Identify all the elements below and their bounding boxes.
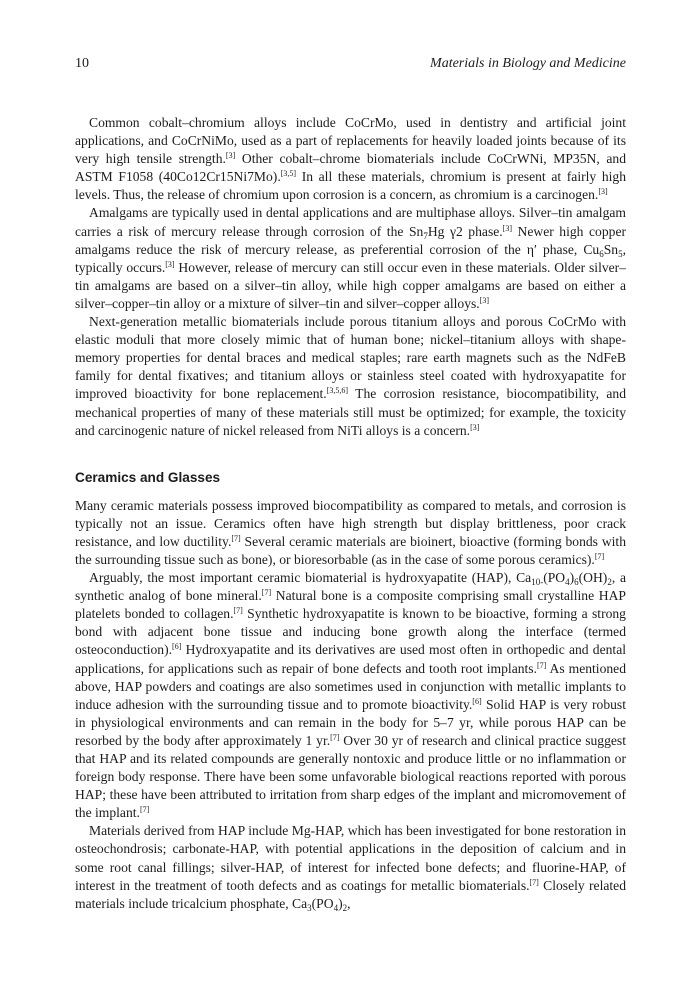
page-body bbox=[75, 114, 626, 913]
text-run: Hg γ2 phase. bbox=[427, 223, 503, 239]
text-run: Closely related materials include tricalcium phosphate, Ca bbox=[75, 877, 626, 911]
citation-marker: [7] bbox=[594, 551, 605, 561]
page-number: 10 bbox=[75, 56, 89, 71]
text-run: Materials derived from HAP include Mg-HAP, which has been investigated for bone restoration in osteochondrosis; carbonate-HAP, with potential applications in the deposition of calcium and in some root canal fillings; silver-HAP, of interest for infected bone defects; and fluorine-HAP, of interest in the treatment of tooth defects and as coatings for metallic biomaterials. bbox=[75, 823, 626, 893]
paragraph bbox=[75, 822, 626, 912]
subscript: 6 bbox=[574, 577, 579, 588]
running-title: Materials in Biology and Medicine bbox=[430, 56, 626, 71]
citation-marker: [7] bbox=[233, 606, 243, 616]
text-run: Many ceramic materials possess improved biocompatibility as compared to metals, and corrosion is typically not an issue. Ceramics often have high strength but display brittleness, poor crack resistance, and low ductility. bbox=[75, 497, 626, 549]
paragraph bbox=[75, 204, 626, 313]
text-run: Common cobalt–chromium alloys include CoCrMo, used in dentistry and artificial joint applications, and CoCrNiMo, used as a part of replacements for heavily loaded joints because of its very high tensile strength. bbox=[75, 115, 626, 167]
text-run: Newer high copper amalgams reduce the risk of mercury release, as preferential corrosion of the η′ phase, Cu bbox=[75, 223, 627, 257]
citation-marker: [3] bbox=[598, 187, 608, 197]
text-run: Hydroxyapatite and its derivatives are used most often in orthopedic and dental applications, for applications such as repair of bone defects and tooth root implants. bbox=[75, 642, 626, 676]
citation-marker: [7] bbox=[330, 732, 340, 742]
text-run: (PO bbox=[311, 895, 334, 911]
text-run: , a synthetic analog of bone mineral. bbox=[75, 570, 626, 604]
citation-marker: [3,5,6] bbox=[326, 386, 349, 396]
subscript: 4 bbox=[333, 902, 339, 913]
citation-marker: [6] bbox=[472, 696, 482, 706]
text-run: (OH) bbox=[578, 570, 608, 586]
citation-marker: [3] bbox=[502, 223, 512, 233]
subscript: 5 bbox=[618, 248, 623, 259]
citation-marker: [7] bbox=[261, 588, 272, 598]
citation-marker: [7] bbox=[231, 533, 241, 543]
text-run: Other cobalt–chrome biomaterials include CoCrWNi, MP35N, and ASTM F1058 (40Co12Cr15Ni7Mo). bbox=[75, 151, 626, 185]
subscript: 6 bbox=[599, 248, 604, 259]
text-run: As mentioned above, HAP powders and coatings are also sometimes used in conjunction with metallic implants to induce adhesion with the surrounding tissue and to promote bioactivity. bbox=[75, 660, 627, 712]
text-run: , typically occurs. bbox=[75, 241, 626, 275]
citation-marker: [3] bbox=[479, 295, 490, 305]
subscript: 7 bbox=[423, 230, 428, 241]
text-run: Natural bone is a composite comprising small crystalline HAP platelets bonded to collagen. bbox=[75, 588, 626, 622]
text-run: The corrosion resistance, biocompatibility, and mechanical properties of many of these materials still must be optimized; for example, the toxicity and carcinogenic nature of nickel released from NiTi alloys is a concern. bbox=[75, 386, 627, 438]
text-run: Several ceramic materials are bioinert, bioactive (forming bonds with the surrounding tissue such as bone), or bioresorbable (as in the case of some porous ceramics). bbox=[75, 533, 626, 567]
text-run: Solid HAP is very robust in physiological environments and can remain in the body for 5–7 yr, while porous HAP can be resorbed by the body after approximately 1 yr. bbox=[75, 696, 626, 748]
text-run: ) bbox=[338, 895, 343, 911]
paragraph bbox=[75, 313, 626, 440]
citation-marker: [3] bbox=[225, 151, 236, 161]
citation-marker: [7] bbox=[139, 805, 150, 815]
text-run: (PO bbox=[543, 570, 566, 586]
citation-marker: [6] bbox=[172, 642, 182, 652]
text-run: In all these materials, chromium is present at fairly high levels. Thus, the release of chromium upon corrosion is a concern, as chromium is a carcinogen. bbox=[75, 169, 626, 203]
subscript: 2 bbox=[607, 577, 612, 588]
paragraph bbox=[75, 114, 626, 204]
citation-marker: [3,5] bbox=[280, 169, 297, 179]
page-header bbox=[75, 56, 626, 74]
subscript: 4 bbox=[565, 577, 570, 588]
subscript: 3 bbox=[307, 902, 312, 913]
text-run: Sn bbox=[603, 241, 619, 257]
text-run: , bbox=[347, 895, 351, 911]
citation-marker: [3] bbox=[165, 259, 175, 269]
citation-marker: [7] bbox=[529, 877, 539, 887]
subscript: 10- bbox=[531, 577, 544, 588]
paragraph bbox=[75, 569, 626, 822]
text-run: However, release of mercury can still occur even in these materials. Older silver–tin amalgams are based on a silver–tin alloy, while high copper amalgams are based on either a silver–copper–tin alloy or a mixture of silver–tin and silver–copper alloys. bbox=[75, 259, 626, 311]
citation-marker: [7] bbox=[537, 660, 547, 670]
citation-marker: [3] bbox=[470, 422, 480, 432]
section-heading: Ceramics and Glasses bbox=[75, 469, 221, 485]
paragraph bbox=[75, 497, 626, 569]
text-run: Amalgams are typically used in dental applications and are multiphase alloys. Silver–tin amalgam carries a risk of mercury release through corrosion of the Sn bbox=[75, 205, 626, 239]
text-run: ) bbox=[569, 570, 575, 586]
subscript: 2 bbox=[342, 902, 348, 913]
text-run: Arguably, the most important ceramic biomaterial is hydroxyapatite (HAP), Ca bbox=[89, 570, 532, 586]
text-run: Over 30 yr of research and clinical practice suggest that HAP and its related compounds are generally nontoxic and produce little or no inflammation or foreign body response. There have been some unfavorable biological reactions reported with porous HAP; these have been attributed to irritation from sharp edges of the implant and micromovement of the implant. bbox=[75, 732, 626, 821]
text-run: Synthetic hydroxyapatite is known to be bioactive, forming a strong bond with adjacent bone tissue and inducing bone growth along the interface (termed osteoconduction). bbox=[75, 606, 626, 658]
text-run: Next-generation metallic biomaterials include porous titanium alloys and porous CoCrMo with elastic moduli that more closely mimic that of human bone; nickel–titanium alloys with shape-memory properties for dental braces and medical staples; rare earth magnets such as the NdFeB family for dental fixatives; and titanium alloys or stainless steel coated with hydroxyapatite for improved bioactivity for bone replacement. bbox=[75, 314, 626, 402]
